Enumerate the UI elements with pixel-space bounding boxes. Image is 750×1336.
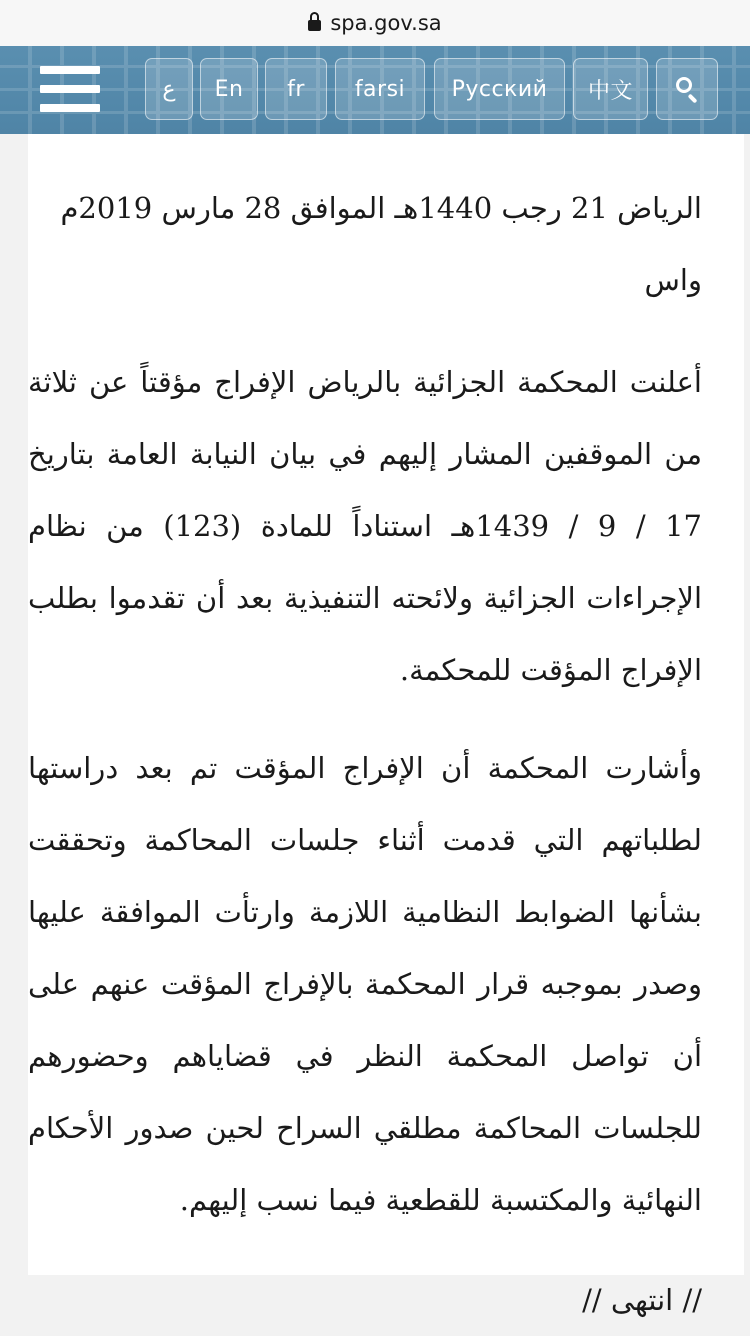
lang-button-french[interactable]	[265, 58, 327, 120]
search-button[interactable]	[656, 58, 718, 120]
url-text: spa.gov.sa	[330, 11, 442, 35]
menu-icon[interactable]	[30, 58, 110, 120]
lang-button-farsi[interactable]	[335, 58, 425, 120]
article-body	[28, 134, 744, 1317]
article-agency: واس	[644, 263, 702, 297]
article-ending: // انتهى //	[582, 1283, 702, 1317]
article-text	[28, 134, 702, 1336]
lang-label: ع	[162, 76, 176, 102]
site-header	[0, 46, 750, 134]
lang-label: farsi	[354, 76, 406, 102]
article-dateline: الرياض 21 رجب 1440هـ الموافق 28 مارس 2019م	[60, 191, 702, 225]
lock-icon	[308, 20, 321, 31]
lang-label: fr	[287, 76, 305, 102]
article-paragraph-2: وأشارت المحكمة أن الإفراج المؤقت تم بعد دراستها لطلباتهم التي قدمت أثناء جلسات المحاكمة وتحققت بشأنها الضوابط النظامية اللازمة وارتأت الموافقة عليها وصدر بموجبه قرار المحكمة بالإفراج المؤقت عنهم على أن تواصل المحكمة النظر في قضاياهم وحضورهم للجلسات المحاكمة مطلقي السراح لحين صدور الأحكام النهائية والمكتسبة للقطعية فيما نسب إليهم.	[28, 751, 702, 1217]
search-icon	[676, 77, 692, 93]
lang-button-russian[interactable]	[434, 58, 565, 120]
lang-button-chinese[interactable]	[573, 58, 648, 120]
lang-label: 中文	[587, 78, 633, 104]
lang-label: Русский	[451, 76, 548, 102]
lang-button-english[interactable]	[200, 58, 258, 120]
search-icon-handle	[688, 94, 698, 104]
lang-button-arabic[interactable]	[145, 58, 193, 120]
lang-label: En	[214, 76, 244, 102]
article-paragraph-1: أعلنت المحكمة الجزائية بالرياض الإفراج مؤقتاً عن ثلاثة من الموقفين المشار إليهم في بيان النيابة العامة بتاريخ 17 / 9 / 1439هـ استناداً للمادة (123) من نظام الإجراءات الجزائية ولائحته التنفيذية بعد أن تقدموا بطلب الإفراج المؤقت للمحكمة.	[28, 365, 702, 687]
browser-url-bar[interactable]	[0, 0, 750, 46]
